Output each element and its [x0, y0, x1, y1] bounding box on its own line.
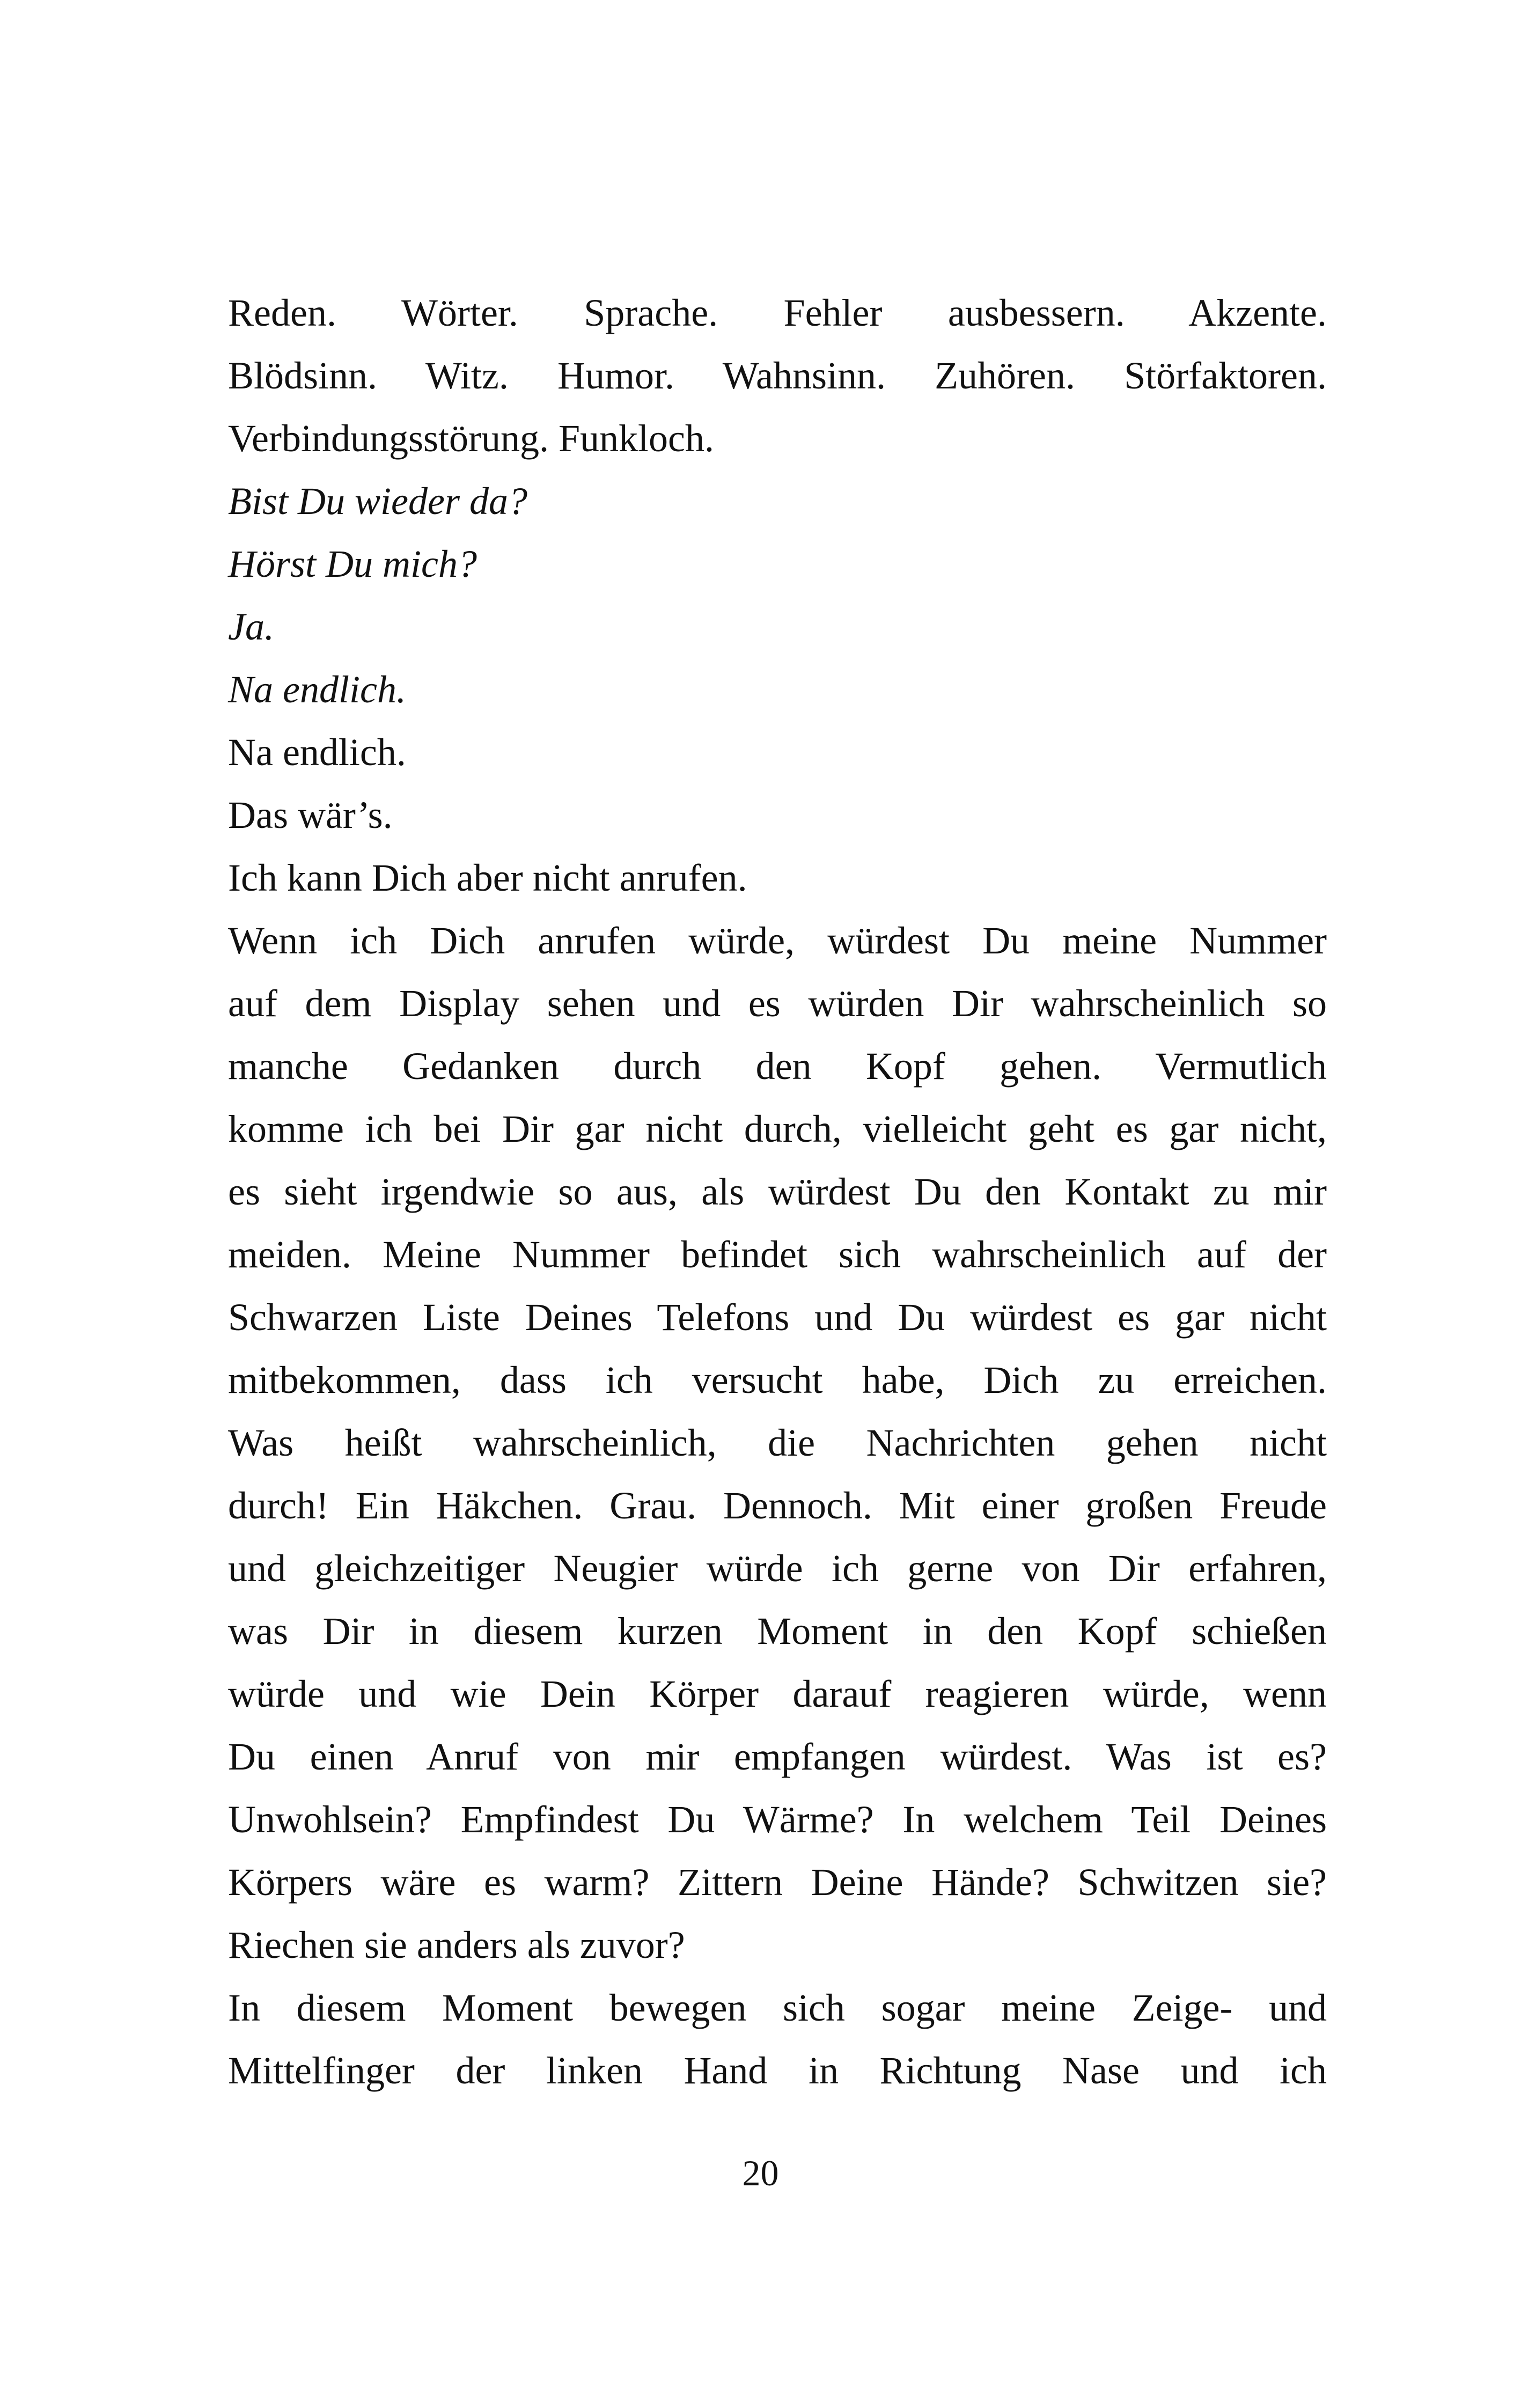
- page-number: 20: [742, 2153, 779, 2193]
- text-line: was Dir in diesem kurzen Moment in den Kopf schießen: [228, 1610, 1327, 1653]
- text-line: mitbekommen, dass ich versucht habe, Dich zu erreichen.: [228, 1359, 1327, 1401]
- dialogue-line: Ja.: [228, 605, 274, 648]
- text-line: Wenn ich Dich anrufen würde, würdest Du meine Nummer: [228, 919, 1327, 962]
- text-line: Du einen Anruf von mir empfangen würdest. Was ist es?: [228, 1735, 1327, 1778]
- dialogue-line: Hörst Du mich?: [228, 542, 477, 585]
- text-line: Unwohlsein? Empfindest Du Wärme? In welchem Teil Deines: [228, 1798, 1327, 1841]
- text-line: Schwarzen Liste Deines Telefons und Du würdest es gar nicht: [228, 1296, 1327, 1339]
- text-line: Blödsinn. Witz. Humor. Wahnsinn. Zuhören. Störfaktoren.: [228, 354, 1327, 397]
- text-line: komme ich bei Dir gar nicht durch, vielleicht geht es gar nicht,: [228, 1107, 1327, 1150]
- text-line: Riechen sie anders als zuvor?: [228, 1924, 685, 1966]
- text-line: Was heißt wahrscheinlich, die Nachrichten gehen nicht: [228, 1421, 1327, 1464]
- dialogue-line: Na endlich.: [228, 668, 406, 711]
- text-line: auf dem Display sehen und es würden Dir wahrscheinlich so: [228, 982, 1327, 1025]
- text-line: Na endlich.: [228, 731, 406, 774]
- text-line: Verbindungsstörung. Funkloch.: [228, 417, 714, 460]
- text-line: Reden. Wörter. Sprache. Fehler ausbessern. Akzente.: [228, 291, 1327, 334]
- text-line: Ich kann Dich aber nicht anrufen.: [228, 856, 747, 899]
- dialogue-line: Bist Du wieder da?: [228, 480, 527, 523]
- text-line: würde und wie Dein Körper darauf reagieren würde, wenn: [228, 1672, 1327, 1715]
- body-text: [228, 282, 1327, 2102]
- text-line: meiden. Meine Nummer befindet sich wahrscheinlich auf der: [228, 1233, 1327, 1276]
- text-line: Mittelfinger der linken Hand in Richtung Nase und ich: [228, 2049, 1327, 2092]
- text-line: es sieht irgendwie so aus, als würdest Du den Kontakt zu mir: [228, 1170, 1327, 1213]
- text-line: In diesem Moment bewegen sich sogar meine Zeige- und: [228, 1986, 1327, 2029]
- text-line: manche Gedanken durch den Kopf gehen. Vermutlich: [228, 1045, 1327, 1088]
- text-line: Körpers wäre es warm? Zittern Deine Hände? Schwitzen sie?: [228, 1861, 1327, 1904]
- text-line: Das wär’s.: [228, 794, 393, 836]
- text-line: und gleichzeitiger Neugier würde ich gerne von Dir erfahren,: [228, 1547, 1327, 1590]
- text-line: durch! Ein Häkchen. Grau. Dennoch. Mit einer großen Freude: [228, 1484, 1327, 1527]
